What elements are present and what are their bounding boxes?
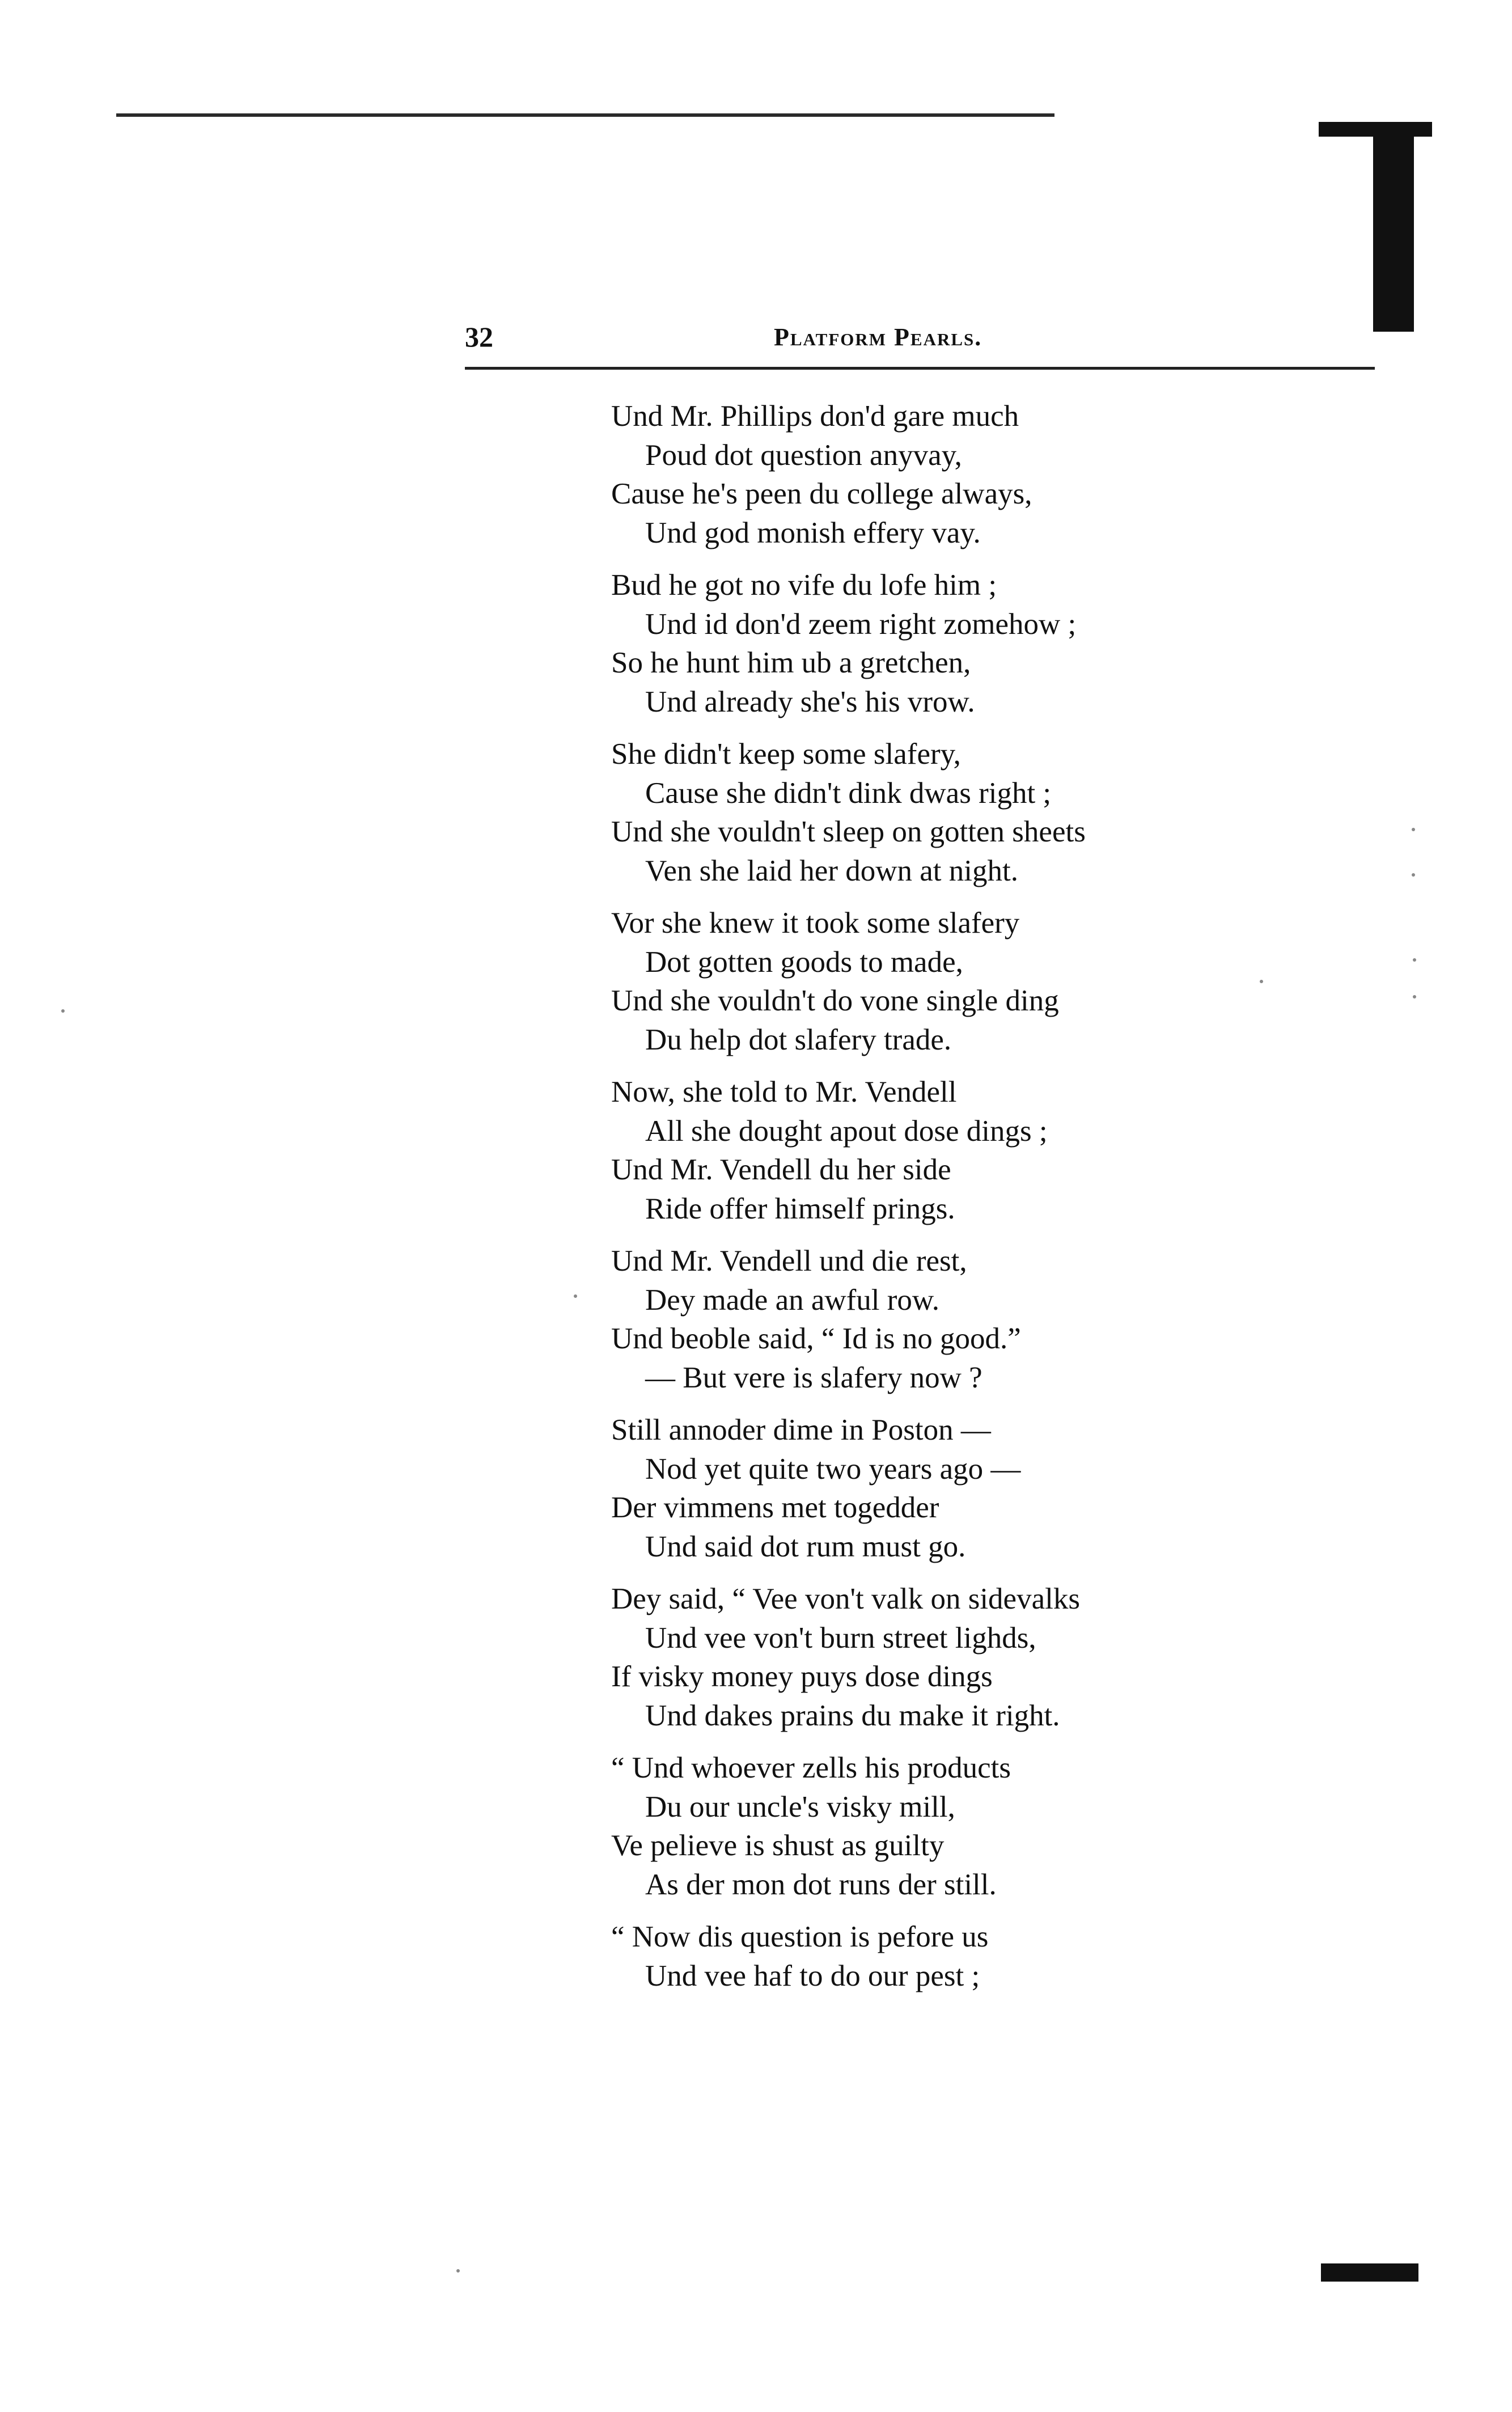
header-rule: [465, 367, 1375, 370]
poem-line: Und beoble said, “ Id is no good.”: [611, 1322, 1021, 1355]
poem-line: Und dakes prains du make it right.: [645, 1699, 1060, 1732]
poem-line: Und she vouldn't sleep on gotten sheets: [611, 815, 1086, 848]
margin-speck: [61, 1009, 65, 1013]
poem-line: Bud he got no vife du lofe him ;: [611, 569, 997, 602]
stanza: [611, 1242, 1320, 1397]
stanza: [611, 1918, 1320, 1995]
stanza: [611, 566, 1320, 721]
poem-line: Now, she told to Mr. Vendell: [611, 1076, 957, 1108]
stanza: [611, 1411, 1320, 1566]
poem-line: Ve pelieve is shust as guilty: [611, 1829, 945, 1862]
poem-line: Poud dot question anyvay,: [645, 438, 962, 472]
page-title: Platform Pearls.: [774, 323, 982, 351]
poem-line: Der vimmens met togedder: [611, 1491, 939, 1524]
poem-line: Still annoder dime in Poston —: [611, 1414, 991, 1446]
corner-mark-stem: [1373, 122, 1414, 332]
poem-line: Dey made an awful row.: [645, 1283, 940, 1317]
margin-speck: [1412, 828, 1415, 831]
poem-line: “ Und whoever zells his products: [611, 1751, 1011, 1784]
top-rule: [116, 113, 1054, 117]
poem-line: Und vee von't burn street lighds,: [645, 1621, 1036, 1654]
page-number: 32: [465, 321, 493, 353]
stanza: [611, 735, 1320, 890]
poem-line: Nod yet quite two years ago —: [645, 1452, 1021, 1486]
printer-bottom-mark: [1321, 2263, 1418, 2282]
margin-speck: [574, 1294, 577, 1298]
poem-line: — But vere is slafery now ?: [645, 1361, 982, 1394]
poem-line: Und Mr. Vendell und die rest,: [611, 1245, 967, 1277]
poem-line: Und god monish effery vay.: [645, 516, 981, 549]
stanza: [611, 397, 1320, 552]
margin-speck: [1260, 980, 1263, 983]
poem-line: If visky money puys dose dings: [611, 1660, 993, 1693]
poem-line: Und said dot rum must go.: [645, 1530, 966, 1563]
poem-line: Du help dot slafery trade.: [645, 1023, 952, 1056]
margin-speck: [1413, 958, 1416, 962]
poem-line: So he hunt him ub a gretchen,: [611, 646, 971, 679]
poem-line: Und she vouldn't do vone single ding: [611, 984, 1059, 1017]
poem-line: Cause she didn't dink dwas right ;: [645, 776, 1052, 810]
poem-line: All she dought apout dose dings ;: [645, 1114, 1048, 1148]
margin-speck: [1412, 873, 1415, 877]
poem-line: Cause he's peen du college always,: [611, 477, 1032, 510]
poem-line: Ven she laid her down at night.: [645, 854, 1018, 887]
poem-line: Und already she's his vrow.: [645, 685, 975, 718]
printer-corner-mark: [1319, 122, 1432, 332]
poem-line: Dot gotten goods to made,: [645, 945, 963, 979]
poem-line: Ride offer himself prings.: [645, 1192, 955, 1225]
poem-line: Du our uncle's visky mill,: [645, 1790, 955, 1823]
running-head: [465, 320, 1383, 366]
stanza: [611, 1073, 1320, 1228]
poem-line: As der mon dot runs der still.: [645, 1868, 997, 1901]
margin-speck: [1413, 995, 1416, 998]
poem-line: Dey said, “ Vee von't valk on sidevalks: [611, 1582, 1080, 1615]
stanza: [611, 904, 1320, 1059]
poem: [611, 397, 1320, 2009]
poem-line: Und id don'd zeem right zomehow ;: [645, 607, 1077, 641]
poem-line: Und vee haf to do our pest ;: [645, 1959, 980, 1992]
stanza: [611, 1580, 1320, 1735]
margin-speck: [456, 2269, 460, 2273]
poem-line: “ Now dis question is pefore us: [611, 1920, 989, 1953]
poem-line: Und Mr. Vendell du her side: [611, 1153, 951, 1186]
poem-line: Und Mr. Phillips don'd gare much: [611, 400, 1019, 433]
poem-line: Vor she knew it took some slafery: [611, 907, 1020, 940]
poem-line: She didn't keep some slafery,: [611, 738, 961, 771]
stanza: [611, 1749, 1320, 1904]
